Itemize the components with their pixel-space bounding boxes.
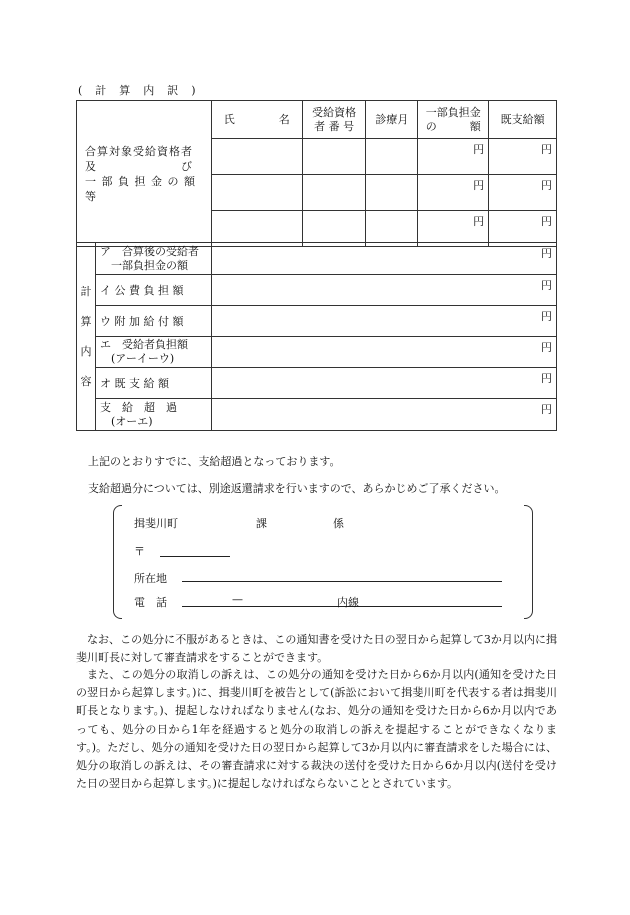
calc-label-char: 内 [80,344,92,358]
phone-label: 電 話 [134,596,167,609]
cell-month[interactable] [366,139,418,175]
value-e[interactable]: 円 [211,337,556,368]
cell-paid[interactable]: 円 [489,139,557,175]
address-field[interactable] [182,581,502,582]
postal-field[interactable] [160,556,230,557]
right-bracket [524,505,533,619]
cell-partial[interactable]: 円 [418,175,489,211]
cell-month[interactable] [366,175,418,211]
cell-paid[interactable]: 円 [489,175,557,211]
extension-label: 内線 [337,596,359,609]
notice-refund: 支給超過分については、別途返還請求を行いますので、あらかじめご了承ください。 [88,482,506,495]
phone-dash: — [232,593,243,606]
row-label-e: エ 受給者負担額 (アーイーウ) [95,337,211,368]
row-label-i: イ 公 費 負 担 額 [95,275,211,306]
header-month: 診療月 [366,101,418,139]
notice-excess: 上記のとおりすでに、支給超過となっております。 [88,455,341,468]
cell-partial[interactable]: 円 [418,139,489,175]
lawsuit-notice: また、この処分の取消しの訴えは、この処分の通知を受けた日から6か月以内(通知を受けた日の翌日から起算します。)に、揖斐川町を被告として(訴訟において揖斐川町を代表する者は揖斐川町長となります。)、提起しなければなりません(なお、処分の通知を受けた日から6か月以内であっても、処分の日から1年を経過すると処分の取消しの訴えを提起することができなくなります。)。ただし、処分の通知を受けた日の翌日から起算して3か月以内に審査請求をした場合には、処分の取消しの訴えは、その審査請求に対する裁決の送付を受けた日から6か月以内(送付を受けた日の翌日から起算します。)に提起しなければならないこととされています。 [76,668,557,791]
calc-label [77,243,96,431]
row-label-u: ウ 附 加 給 付 額 [95,306,211,337]
header-number: 受給資格 者 番 号 [302,101,366,139]
value-o[interactable]: 円 [211,368,556,399]
cell-partial[interactable]: 円 [418,211,489,247]
value-excess[interactable]: 円 [211,399,556,431]
left-bracket [113,505,122,619]
value-i[interactable]: 円 [211,275,556,306]
row-label-excess: 支 給 超 過 (オーエ) [95,399,211,431]
cell-name[interactable] [211,139,302,175]
recipient-table [76,100,557,247]
header-name: 氏 名 [211,101,302,139]
row-label-a: ア 合算後の受給者 一部負担金の額 [95,243,211,275]
contact-ka: 課 [256,517,267,530]
section-title: ( 計 算 内 訳 ) [78,84,197,97]
cell-paid[interactable]: 円 [489,211,557,247]
postal-mark: 〒 [134,545,145,558]
appeal-notice: なお、この処分に不服があるときは、この通知書を受けた日の翌日から起算して3か月以内に揖斐川町長に対して審査請求をすることができます。 [76,633,557,665]
header-partial: 一部負担金 の 額 [418,101,489,139]
header-paid: 既支給額 [489,101,557,139]
cell-number[interactable] [302,175,366,211]
calc-label-char: 計 [80,284,92,298]
calculation-table [76,242,557,431]
value-a[interactable]: 円 [211,243,556,275]
calc-label-char: 容 [80,374,92,388]
cell-name[interactable] [211,175,302,211]
cell-number[interactable] [302,139,366,175]
value-u[interactable]: 円 [211,306,556,337]
contact-town: 揖斐川町 [134,517,178,530]
calc-label-char: 算 [80,314,92,328]
address-label: 所在地 [134,572,167,585]
contact-kakari: 係 [333,517,344,530]
recipients-group-label: 合算対象受給資格者 及 び 一 部 負 担 金 の 額 等 [77,101,212,247]
row-label-o: オ 既 支 給 額 [95,368,211,399]
